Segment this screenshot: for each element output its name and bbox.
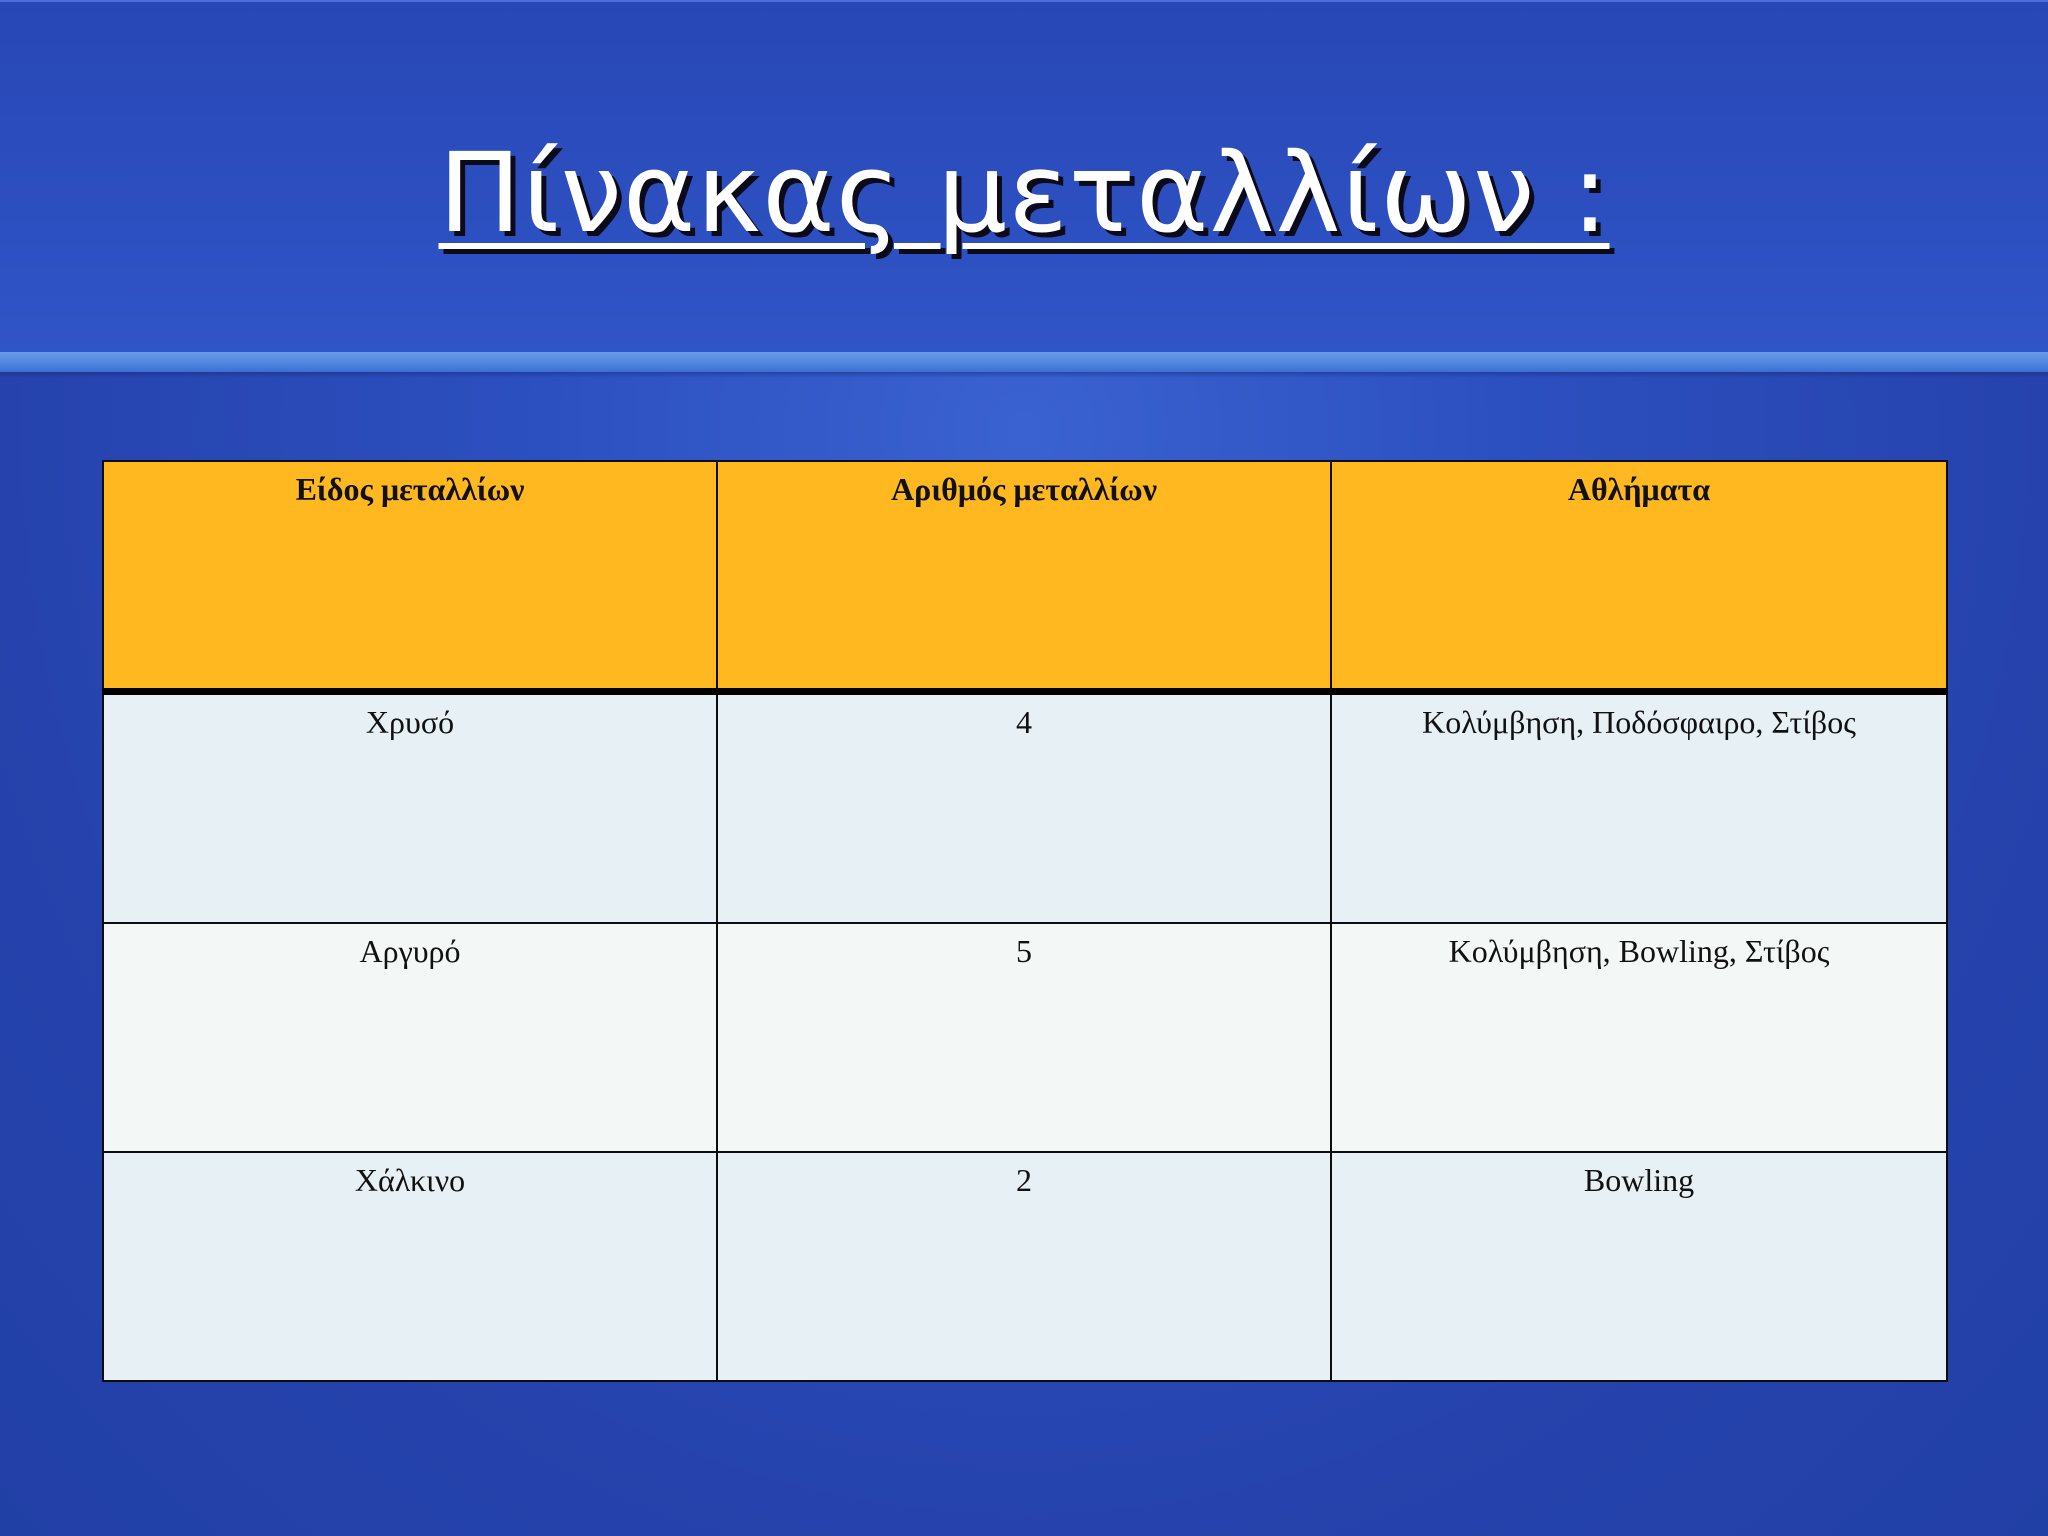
header-medal-count: Αριθμός μεταλλίων	[717, 461, 1331, 692]
cell-medal-count: 5	[717, 923, 1331, 1152]
cell-medal-count: 4	[717, 692, 1331, 924]
header-medal-type: Είδος μεταλλίων	[103, 461, 717, 692]
cell-sports: Κολύμβηση, Bowling, Στίβος	[1331, 923, 1947, 1152]
cell-medal-type: Αργυρό	[103, 923, 717, 1152]
cell-sports: Bowling	[1331, 1152, 1947, 1381]
cell-sports: Κολύμβηση, Ποδόσφαιρο, Στίβος	[1331, 692, 1947, 924]
table-row	[103, 692, 1947, 924]
table-row	[103, 1152, 1947, 1381]
title-divider	[0, 352, 2048, 372]
cell-medal-type: Χάλκινο	[103, 1152, 717, 1381]
medals-table	[102, 460, 1948, 1382]
table-header-row	[103, 461, 1947, 692]
table-row	[103, 923, 1947, 1152]
header-sports: Αθλήματα	[1331, 461, 1947, 692]
cell-medal-type: Χρυσό	[103, 692, 717, 924]
cell-medal-count: 2	[717, 1152, 1331, 1381]
slide-title: Πίνακας μεταλλίων :	[438, 129, 1610, 257]
title-divider-shadow	[0, 372, 2048, 378]
